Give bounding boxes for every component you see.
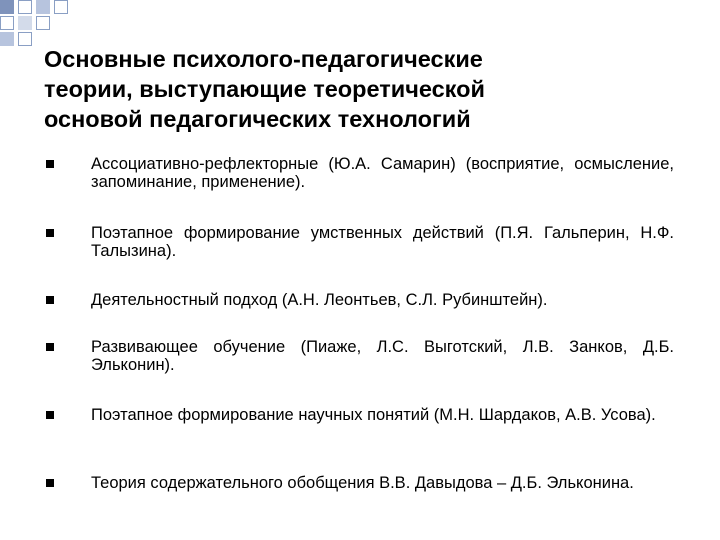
slide-title: Основные психолого-педагогические теории, выступающие теоретической основой педагогических технологий — [44, 46, 485, 132]
square-bullet-icon — [46, 343, 54, 351]
list-item-text: Теория содержательного обобщения В.В. Давыдова – Д.Б. Эльконина. — [91, 474, 634, 492]
list-item-text: Ассоциативно-рефлекторные (Ю.А. Самарин) (восприятие, осмысление, запоминание, применение). — [91, 155, 674, 191]
list-item-text: Развивающее обучение (Пиаже, Л.С. Выготский, Л.В. Занков, Д.Б. Эльконин). — [91, 338, 674, 374]
square-bullet-icon — [46, 229, 54, 237]
square-bullet-icon — [46, 296, 54, 304]
square-bullet-icon — [46, 160, 54, 168]
list-item-text: Поэтапное формирование умственных действий (П.Я. Гальперин, Н.Ф. Талызина). — [91, 224, 674, 260]
square-bullet-icon — [46, 411, 54, 419]
list-item-text: Деятельностный подход (А.Н. Леонтьев, С.Л. Рубинштейн). — [91, 291, 548, 309]
square-bullet-icon — [46, 479, 54, 487]
list-item-text: Поэтапное формирование научных понятий (М.Н. Шардаков, А.В. Усова). — [91, 406, 656, 424]
